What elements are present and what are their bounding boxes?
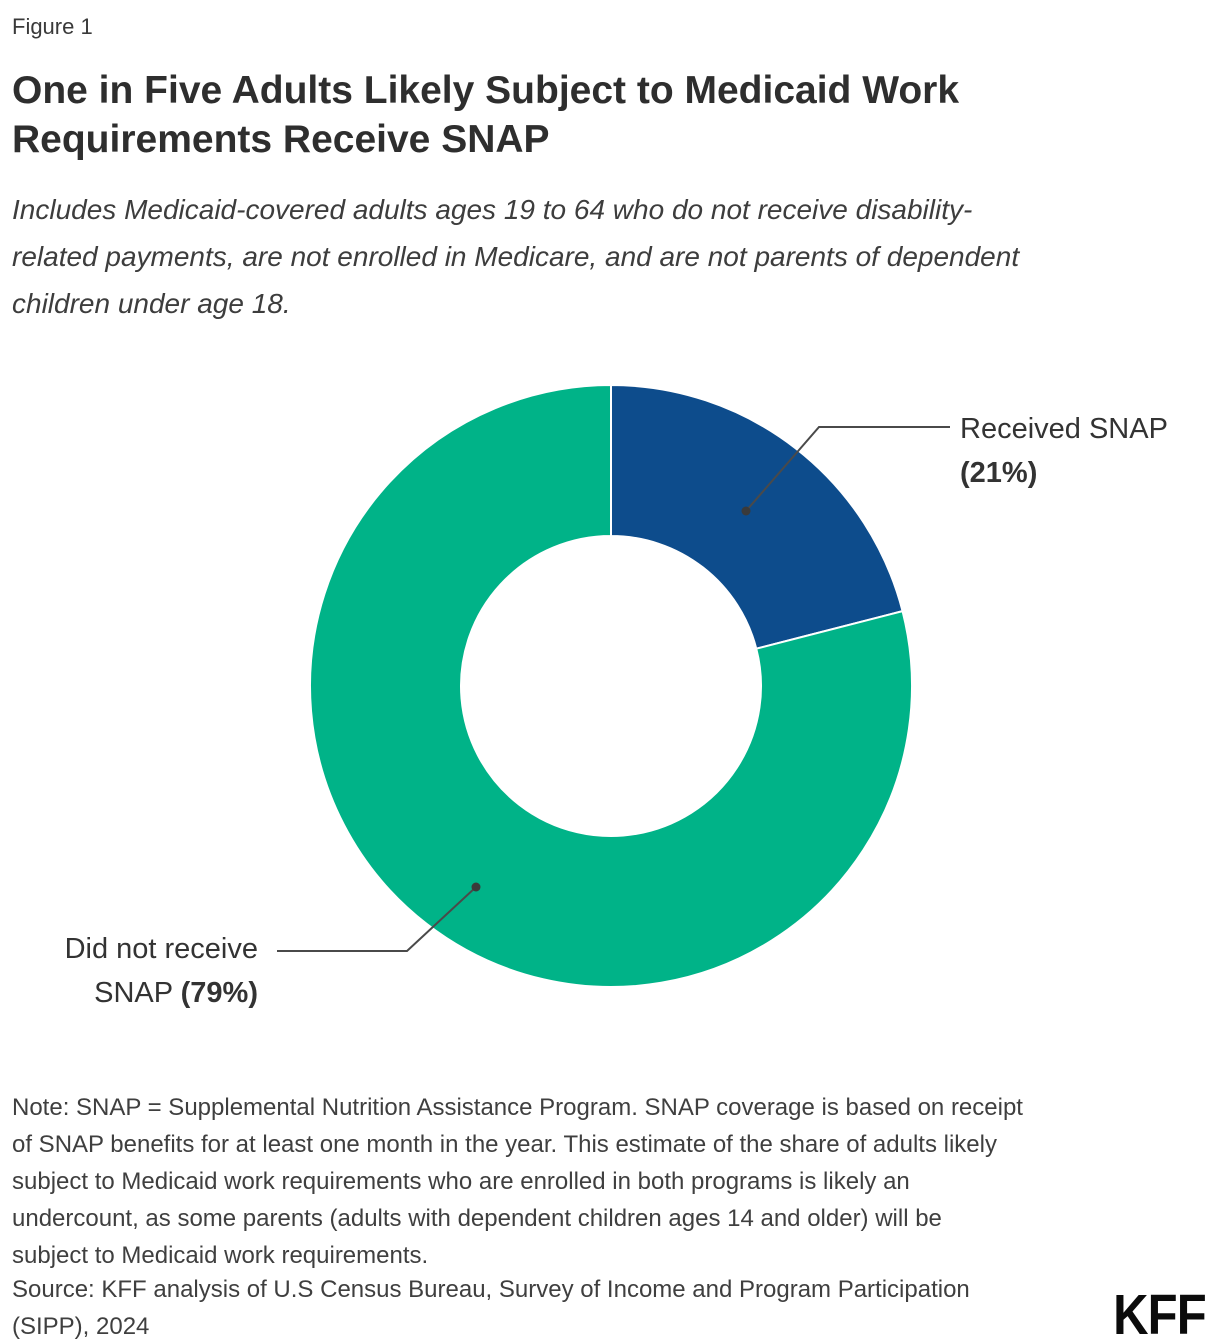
- kff-logo: KFF: [1113, 1283, 1206, 1344]
- callout-notreceived-line2: SNAP: [94, 977, 173, 1009]
- callout-notreceived-pct: (79%): [180, 977, 258, 1009]
- donut-slice-received-snap: [611, 385, 903, 649]
- callout-notreceived-line1: Did not receive: [64, 933, 258, 965]
- figure-label: Figure 1: [12, 14, 93, 39]
- callout-received-snap: [960, 407, 1168, 495]
- subtitle-line-2: related payments, are not enrolled in Medicare, and are not parents of dependent: [12, 241, 1020, 272]
- subtitle-line-3: children under age 18.: [12, 288, 291, 319]
- donut-slices: [310, 385, 912, 987]
- subtitle-line-1: Includes Medicaid-covered adults ages 19 to 64 who do not receive disability-: [12, 194, 973, 225]
- note-line-3: subject to Medicaid work requirements who are enrolled in both programs is likely an: [12, 1168, 910, 1195]
- source-line-1: Source: KFF analysis of U.S Census Bureau, Survey of Income and Program Participation: [12, 1276, 970, 1303]
- note-text: [12, 1089, 1023, 1274]
- note-line-1: Note: SNAP = Supplemental Nutrition Assistance Program. SNAP coverage is based on receipt: [12, 1094, 1023, 1121]
- note-line-4: undercount, as some parents (adults with dependent children ages 14 and older) will be: [12, 1205, 942, 1232]
- callout-received-pct: (21%): [960, 457, 1038, 489]
- leader-dot-received: [742, 507, 751, 516]
- leader-dot-not-received: [472, 883, 481, 892]
- title-line-1: One in Five Adults Likely Subject to Medicaid Work: [12, 69, 960, 112]
- note-line-2: of SNAP benefits for at least one month in the year. This estimate of the share of adults likely: [12, 1131, 997, 1158]
- callout-did-not-receive-snap: [0, 927, 258, 1015]
- source-line-2: (SIPP), 2024: [12, 1313, 150, 1340]
- title-line-2: Requirements Receive SNAP: [12, 118, 550, 161]
- callout-received-text: Received SNAP: [960, 413, 1168, 445]
- note-line-5: subject to Medicaid work requirements.: [12, 1242, 429, 1269]
- source-text: [12, 1271, 970, 1344]
